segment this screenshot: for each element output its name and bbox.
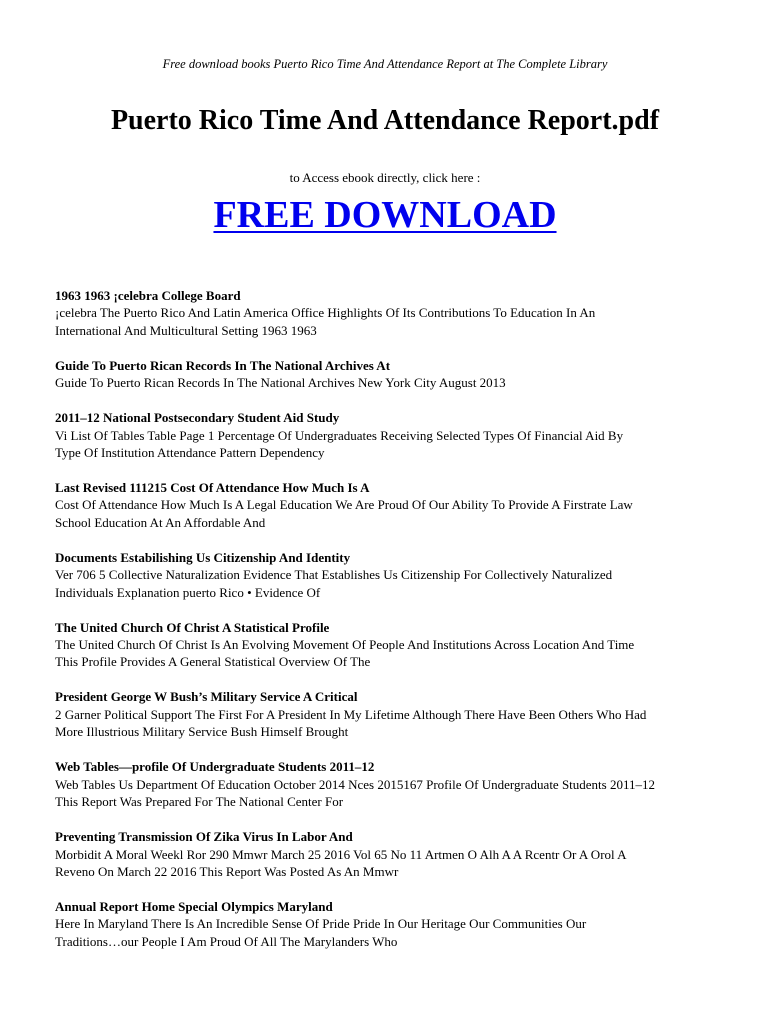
list-item [55, 549, 725, 601]
list-item [55, 287, 725, 339]
entry-description-line: 2 Garner Political Support The First For A President In My Lifetime Although There Have Been Others Who Had [55, 706, 647, 722]
entry-title: 2011–12 National Postsecondary Student Aid Study [55, 410, 340, 426]
entry-title: Web Tables—profile Of Undergraduate Students 2011–12 [55, 759, 375, 775]
entry-description-line: Here In Maryland There Is An Incredible Sense Of Pride Pride In Our Heritage Our Communities Our [55, 916, 587, 932]
list-item [55, 409, 725, 461]
entry-description-line: More Illustrious Military Service Bush Himself Brought [55, 724, 349, 740]
entry-list [55, 287, 725, 968]
entry-description-line: Web Tables Us Department Of Education October 2014 Nces 2015167 Profile Of Undergraduate Students 2011–12 [55, 776, 655, 792]
entry-description-line: Traditions…our People I Am Proud Of All The Marylanders Who [55, 933, 398, 949]
list-item [55, 688, 725, 740]
entry-description-line: International And Multicultural Setting 1963 1963 [55, 322, 317, 338]
list-item [55, 619, 725, 671]
entry-title: 1963 1963 ¡celebra College Board [55, 288, 241, 303]
entry-description-line: ¡celebra The Puerto Rico And Latin America Office Highlights Of Its Contributions To Education In An [55, 305, 596, 321]
entry-title: Preventing Transmission Of Zika Virus In Labor And [55, 829, 353, 845]
entry-title: The United Church Of Christ A Statistical Profile [55, 619, 330, 635]
entry-description-line: Guide To Puerto Rican Records In The National Archives New York City August 2013 [55, 375, 506, 391]
entry-description-line: Morbidit A Moral Weekl Ror 290 Mmwr March 25 2016 Vol 65 No 11 Artmen O Alh A A Rcentr Or A Orol A [55, 846, 627, 862]
entry-description-line: This Report Was Prepared For The National Center For [55, 794, 344, 810]
entry-description-line: Vi List Of Tables Table Page 1 Percentage Of Undergraduates Receiving Selected Types Of Financial Aid By [55, 427, 624, 443]
entry-title: Last Revised 111215 Cost Of Attendance How Much Is A [55, 480, 370, 496]
document-title: Puerto Rico Time And Attendance Report.pdf [110, 105, 660, 136]
entry-description-line: The United Church Of Christ Is An Evolving Movement Of People And Institutions Across Location And Time [55, 637, 635, 653]
entry-title: Guide To Puerto Rican Records In The National Archives At [55, 357, 391, 373]
free-download-link[interactable]: FREE DOWNLOAD [213, 194, 557, 236]
entry-title: Annual Report Home Special Olympics Maryland [55, 898, 333, 914]
entry-description-line: Cost Of Attendance How Much Is A Legal Education We Are Proud Of Our Ability To Provide A Firstrate Law [55, 497, 633, 513]
header-tagline: Free download books Puerto Rico Time And Attendance Report at The Complete Library [162, 57, 608, 71]
list-item [55, 898, 725, 950]
list-item [55, 479, 725, 531]
list-item [55, 357, 725, 392]
entry-title: President George W Bush’s Military Service A Critical [55, 689, 358, 705]
entry-description-line: Ver 706 5 Collective Naturalization Evidence That Establishes Us Citizenship For Collectively Naturalized [55, 567, 613, 583]
entry-description-line: Individuals Explanation puerto Rico • Evidence Of [55, 584, 321, 600]
list-item [55, 828, 725, 880]
entry-description-line: School Education At An Affordable And [55, 514, 266, 530]
entry-description-line: Type Of Institution Attendance Pattern Dependency [55, 445, 325, 461]
entry-title: Documents Estabilishing Us Citizenship And Identity [55, 549, 351, 565]
entry-description-line: This Profile Provides A General Statistical Overview Of The [55, 654, 371, 670]
access-instruction: to Access ebook directly, click here : [289, 170, 481, 185]
list-item [55, 758, 725, 810]
entry-description-line: Reveno On March 22 2016 This Report Was Posted As An Mmwr [55, 863, 399, 879]
